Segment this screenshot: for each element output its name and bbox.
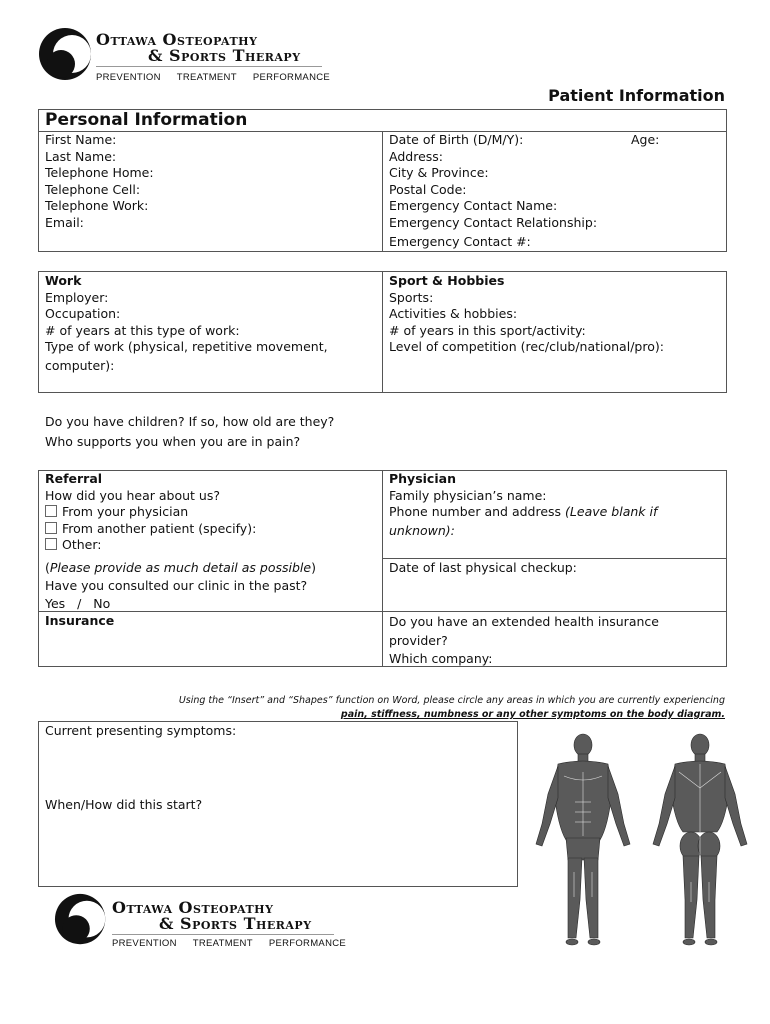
footer-logo (54, 892, 354, 952)
age-label: Age: (631, 132, 660, 147)
address-label: Address: (389, 148, 443, 164)
logo-tagline: PREVENTION TREATMENT PERFORMANCE (96, 72, 331, 83)
work-section (45, 273, 328, 375)
page-title: Patient Information (548, 86, 725, 105)
years-work-label: # of years at this type of work: (45, 322, 240, 338)
logo-line-1: Ottawa Osteopathy (112, 898, 274, 917)
body-diagram-back-icon[interactable] (645, 732, 755, 952)
insurance-question-cont: provider? (389, 632, 448, 648)
sports-label: Sports: (389, 289, 434, 305)
referral-detail: (Please provide as much detail as possible) Have you consulted our clinic in the past? Yes / No (45, 560, 316, 612)
past-visit-question: Have you consulted our clinic in the past? (45, 577, 308, 593)
physician-phone-label: Phone number and address (Leave blank if (389, 504, 658, 520)
logo-mark-icon (54, 892, 112, 950)
emergency-relationship-label: Emergency Contact Relationship: (389, 214, 598, 230)
insurance-section (389, 613, 659, 669)
body-diagram-front-icon[interactable] (528, 732, 638, 952)
activities-label: Activities & hobbies: (389, 306, 518, 322)
yes-no-options: Yes / No (45, 596, 111, 612)
competition-level-label: Level of competition (rec/club/national/pro): (389, 339, 664, 355)
physician-heading: Physician (389, 471, 456, 486)
city-province-label: City & Province: (389, 165, 489, 181)
checkbox-icon[interactable] (45, 522, 57, 534)
work-heading: Work (45, 273, 82, 288)
logo-line-2: & Sports Therapy (148, 46, 301, 65)
postal-code-label: Postal Code: (389, 181, 467, 197)
years-sport-label: # of years in this sport/activity: (389, 322, 586, 338)
header-logo (38, 26, 338, 86)
sport-heading: Sport & Hobbies (389, 273, 505, 288)
insurance-heading: Insurance (45, 613, 115, 628)
insurance-company-label: Which company: (389, 651, 493, 666)
last-name-label: Last Name: (45, 148, 117, 164)
insurance-question: Do you have an extended health insurance (389, 614, 659, 629)
referral-section (45, 471, 256, 554)
referral-question: How did you hear about us? (45, 487, 220, 503)
last-checkup-label: Date of last physical checkup: (389, 560, 577, 575)
children-question: Do you have children? If so, how old are they? (45, 414, 335, 429)
referral-option-physician[interactable]: From your physician (45, 504, 256, 521)
physician-phone-label-cont: unknown): (389, 522, 455, 538)
support-question: Who supports you when you are in pain? (45, 434, 301, 449)
personal-right-fields (389, 132, 597, 250)
type-of-work-label: Type of work (physical, repetitive movement, (45, 339, 328, 355)
dob-label: Date of Birth (D/M/Y): (389, 132, 524, 147)
personal-info-heading: Personal Information (45, 110, 248, 130)
referral-heading: Referral (45, 471, 103, 486)
current-symptoms-label: Current presenting symptoms: (45, 723, 237, 738)
email-label: Email: (45, 214, 84, 230)
referral-option-patient[interactable]: From another patient (specify): (45, 521, 256, 538)
general-questions (45, 412, 334, 452)
telephone-work-label: Telephone Work: (45, 198, 149, 214)
first-name-label: First Name: (45, 132, 117, 147)
logo-mark-icon (38, 26, 98, 86)
logo-tagline: PREVENTION TREATMENT PERFORMANCE (112, 938, 347, 949)
physician-section (389, 471, 657, 539)
type-of-work-label-cont: computer): (45, 357, 115, 373)
sport-section (389, 273, 664, 356)
personal-left-fields (45, 132, 154, 232)
checkbox-icon[interactable] (45, 505, 57, 517)
occupation-label: Occupation: (45, 306, 121, 322)
emergency-name-label: Emergency Contact Name: (389, 198, 558, 214)
physician-name-label: Family physician’s name: (389, 487, 547, 503)
emergency-number-label: Emergency Contact #: (389, 233, 531, 249)
logo-line-1: Ottawa Osteopathy (96, 30, 258, 49)
logo-line-2: & Sports Therapy (159, 914, 312, 933)
telephone-cell-label: Telephone Cell: (45, 181, 141, 197)
body-diagram-instruction: Using the “Insert” and “Shapes” function on Word, please circle any areas in which you are currently experiencing pain, stiffness, numbness or any other symptoms on the body diagram. (178, 695, 725, 720)
checkbox-icon[interactable] (45, 538, 57, 550)
onset-label: When/How did this start? (45, 797, 203, 812)
referral-option-other[interactable]: Other: (45, 537, 256, 554)
employer-label: Employer: (45, 289, 109, 305)
telephone-home-label: Telephone Home: (45, 165, 154, 181)
detail-instruction: Please provide as much detail as possible (49, 560, 312, 575)
